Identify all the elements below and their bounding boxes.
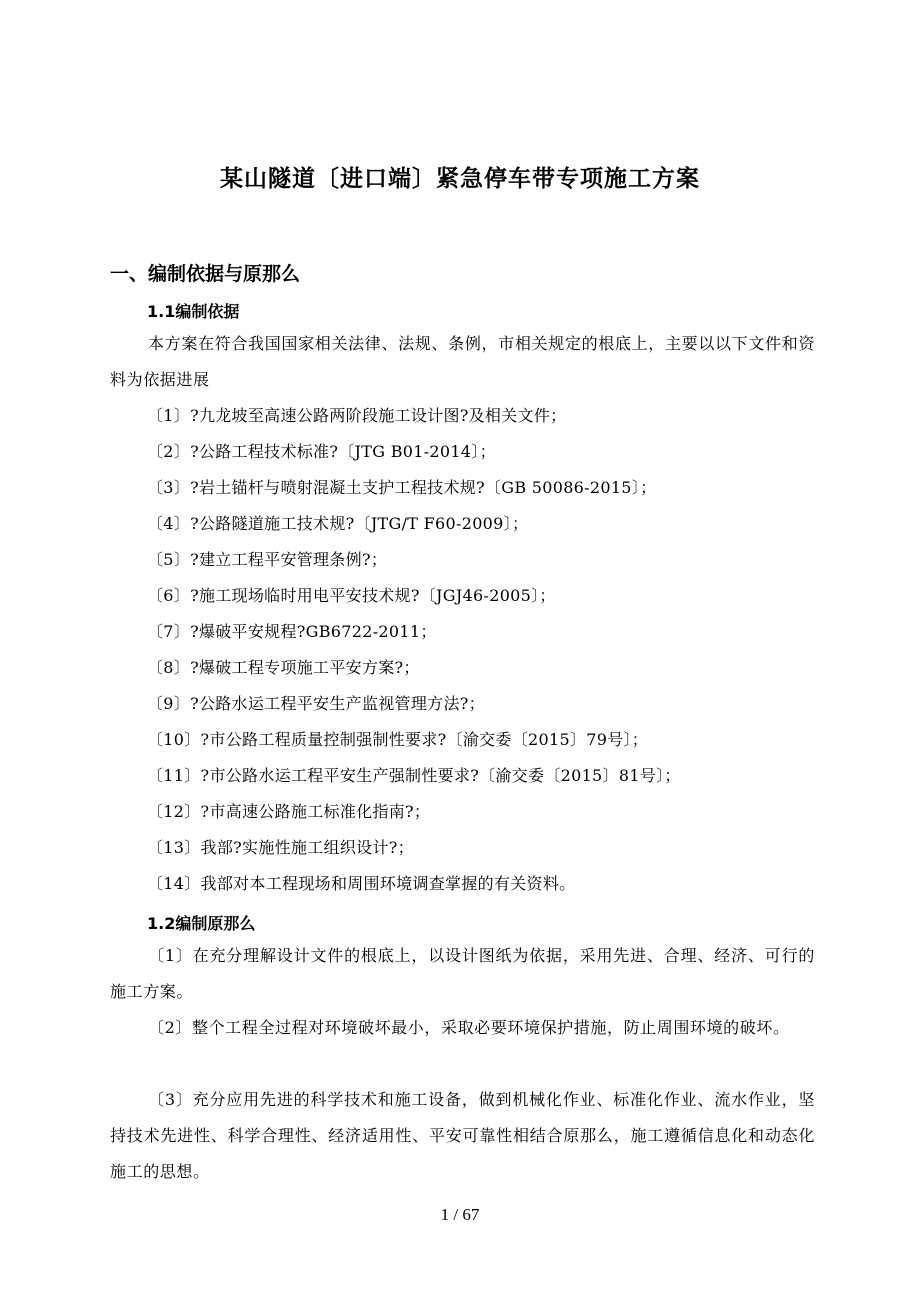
list-item: 〔5〕?建立工程平安管理条例?； — [147, 550, 388, 569]
list-item: 〔11〕?市公路水运工程平安生产强制性要求?〔渝交委〔2015〕81号〕； — [147, 766, 681, 785]
principle-paragraph-1: 〔1〕在充分理解设计文件的根底上，以设计图纸为依据，采用先进、合理、经济、可行的施工方案。 — [110, 946, 815, 1001]
list-item: 〔1〕?九龙坡至高速公路两阶段施工设计图?及相关文件； — [147, 406, 567, 425]
principle-paragraph-3: 〔3〕充分应用先进的科学技术和施工设备，做到机械化作业、标准化作业、流水作业，坚持技术先进性、科学合理性、经济适用性、平安可靠性相结合原那么，施工遵循信息化和动态化施工的思想。 — [110, 1090, 815, 1181]
section-heading-1: 一、编制依据与原那么 — [110, 263, 301, 285]
list-item: 〔6〕?施工现场临时用电平安技术规?〔JGJ46-2005〕； — [147, 586, 556, 605]
subsection-heading-1-1: 1.1编制依据 — [147, 302, 240, 321]
list-item: 〔2〕?公路工程技术标准?〔JTG B01-2014〕； — [147, 442, 496, 461]
list-item: 〔9〕?公路水运工程平安生产监视管理方法?； — [147, 694, 485, 713]
list-item: 〔4〕?公路隧道施工技术规?〔JTG/T F60-2009〕； — [147, 514, 529, 533]
document-title: 某山隧道〔进口端〕紧急停车带专项施工方案 — [220, 166, 700, 192]
list-item: 〔10〕?市公路工程质量控制强制性要求?〔渝交委〔2015〕79号〕； — [147, 730, 649, 749]
reference-list — [147, 398, 681, 902]
page-number: 1 / 67 — [440, 1205, 480, 1224]
list-item: 〔7〕?爆破平安规程?GB6722-2011； — [147, 622, 437, 641]
list-item: 〔12〕?市高速公路施工标准化指南?； — [147, 802, 431, 821]
list-item: 〔13〕我部?实施性施工组织设计?； — [147, 838, 414, 857]
list-item: 〔3〕?岩土锚杆与喷射混凝土支护工程技术规?〔GB 50086-2015〕； — [147, 478, 657, 497]
list-item: 〔14〕我部对本工程现场和周围环境调查掌握的有关资料。 — [147, 874, 576, 893]
list-item: 〔8〕?爆破工程专项施工平安方案?； — [147, 658, 420, 677]
subsection-heading-1-2: 1.2编制原那么 — [147, 914, 256, 933]
intro-paragraph: 本方案在符合我国国家相关法律、法规、条例，市相关规定的根底上，主要以以下文件和资料为依据进展 — [110, 334, 815, 389]
principle-paragraph-2: 〔2〕整个工程全过程对环境破坏最小，采取必要环境保护措施，防止周围环境的破坏。 — [148, 1018, 790, 1037]
